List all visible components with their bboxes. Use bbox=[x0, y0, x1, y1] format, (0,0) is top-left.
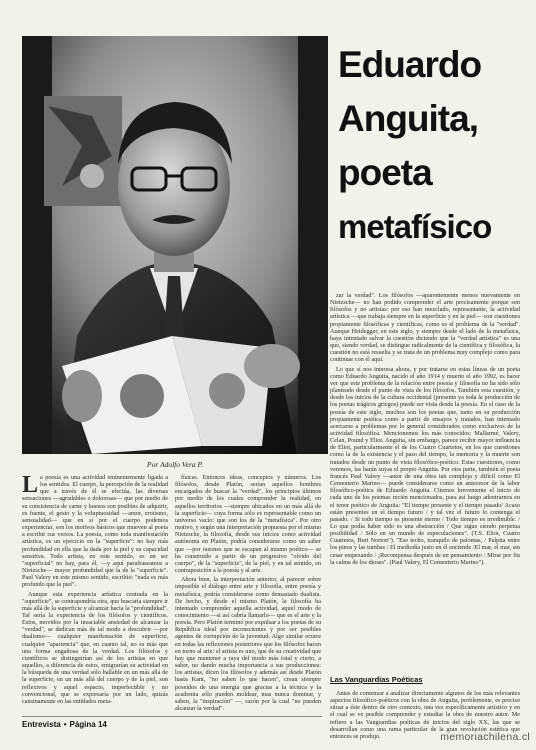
headline bbox=[338, 38, 528, 254]
paragraph: físicas. Entonces ideas, conceptos y números. Los filósofos, desde Platón, serían aquellos hombres encargados de buscar la "verdad", los principios últimos por medio de los cuales comprender la realidad, en aquellos territorios —siempre ubicados en un más allá de la superficie— cuya forma sólo es representable como un universo vacío: que son los de la "metafísica". Por otro motivo, y según una interpretación propuesta por el mismo Nietzsche, la filosofía, desde sus inicios como actividad autónoma en Platón, podría considerarse como un saber que —por razones que se escapan al mismo poético— se ha construido a partir de un progresivo "olvido del cuerpo", de la "superficie", de la piel, y en tal sentido, en contraposición a la poesía y al arte. bbox=[175, 474, 321, 575]
footer-rule bbox=[22, 716, 322, 717]
bullet-separator: • bbox=[63, 720, 67, 729]
article-column-3 bbox=[330, 292, 520, 666]
section-subheading: Las Vanguardias Poéticas bbox=[330, 675, 423, 684]
magazine-name: Entrevista bbox=[22, 720, 61, 729]
headline-line-3: poeta bbox=[338, 152, 432, 193]
headline-line-1: Eduardo bbox=[338, 44, 482, 85]
paragraph: Ahora bien, la interpretación anterior, al parecer sobre imposible el diálogo entre arte y filosofía, entre poesía y metafísica, podría considerarse como demasiado dualista. De hecho, y desde el mismo Platón, la filosofía ha intentado comprender aquella actividad, aquel modo de conocimiento —si así cabría llamarlo— que es el arte y la poesía. Pero Platón terminó por expulsar a los poetas de su República ideal por inconscientes y por ser posibles agentes de corrupción de la juventud. Algo similar ocurre en todas las reflexiones posteriores que los filósofos hacen en torno al arte: el artista es uno, que de su creatividad que hay que mantener a raya del modo más total y cierto, a saber, no dando mucha importancia a sus producciones: los artistas, dicen los filósofos y además así desde Platón hasta Kant, "no saben lo que hacen", crean siempre poseídos de una energía que gracias a la técnica y la academia sólo pueden moldear, mas nunca dominar, y saben, la "inspiración" —, razón por la cual "no pueden alcanzar la verdad". bbox=[175, 576, 321, 712]
drop-cap: L bbox=[22, 474, 39, 498]
paragraph: Aunque esta experiencia artística centrada en la "superficie", se contrapondría otra, que buscaría siempre ir más allá de la superficie y alcanzar hacia la "profundidad". Tal sería la experiencia de los filósofos y científicos. Estos, movidos por la insaciable ansiedad de alcanzar la "verdad", se dedican más de tal modo a descubrir —por dualismo— cualquier manifestación de superficie, cualquier "apariencia" que, en cuanto tal, no es más que una forma engañosa de la verdad. Los filósofos y científicos se distinguirían así de los artistas en que aquellos, a diferencia de estos, emigrarían su actividad en la búsqueda de una verdad sólo hallable en un más allá de la superficie, en un más allá del cuerpo y de la piel, son reflexivos y aquel espacio, imperfectible y no convencional, que se expresaría por un lado, quizás cansinamente en las entidades meta- bbox=[22, 590, 168, 705]
byline: Por Adolfo Vera P. bbox=[147, 460, 203, 469]
headline-line-4: metafísico bbox=[338, 208, 492, 245]
article-column-1 bbox=[22, 474, 168, 716]
page-number: Página 14 bbox=[69, 720, 107, 729]
page-footer bbox=[22, 720, 107, 729]
headline-line-2: Anguita, bbox=[338, 98, 478, 139]
watermark: memoriachilena.cl bbox=[440, 731, 530, 743]
article-column-2 bbox=[175, 474, 321, 716]
paragraph: zar la verdad". Los filósofos —aparentemente menos nuevamente en Nietzsche— no han podido comprender el arte precisamente porque son filósofos y no artistas: por eso han mezclado, representante, la actividad artística —que trabaja siempre en la superficie y en la piel— con cuestiones propiamente filosóficas y científicas, como es el problema de la "verdad". Aunque Heidegger, en este siglo, y siempre desde el lado de la metafísica, haya intentado salvar la cuestión diciendo que la "verdad artística" es una que, siendo verdad, se distingue radicalmente de la científica y filosófica, la cuestión no está resuelta y se trata de un problema muy complejo como para continuar con él aquí. bbox=[330, 292, 520, 364]
paragraph: Lo que sí nos interesa ahora, y por tratarse en estas líneas de un poeta como Eduardo Anguita, nacido el año 1914 y muerto el año 1992, es hacer ver que este problema de la relación entre poesía y filosofía no ha sido sólo planteado desde el punto de vista de los filósofos. También esta cuestión, y desde los inicios de la cultura occidental (presente ya toda la producción de los poetas trágicos griegos) puede ser vista desde la poesía. En el caso de la poesía de este siglo, muchos son los poetas que, tanto en su producción propiamente poética como a partir de ensayos y tratados, han intentado acercarse a problemas por lo general considerados como exclusivos de la actividad filosófica. Mencionemos los más conocidos: Mallarmé, Valery, Celan, Pound y Eliot. Anguita, sin embargo, parece recibir mayor influencia de Eliot, particularmente el de los Cuatro Cuartetos, en los que cuestiones como la de la existencia y el paso del tiempo, la memoria y la muerte son tratados desde un punto de vista filosófico-poético. Estas cuestiones, como veremos, las harán suyas el propio Anguita. Por otra parte, también el poeta francés Paul Valery —autor de una obra tan compleja y difícil como El Cementerio Marino— puede considerarse como un antecesor de la labor filosófico-poética de Eduardo Anguita. Citemos brevemente el inicio de cada uno de los poemas recién mencionados, para así luego adentrarnos en el tenor poético de Anguita: "El tiempo presente y el tiempo pasado/ Acaso están presentes en el tiempo futuro / y tal vez el futuro lo contenga el pasado. / Si todo tiempo es presente eterno / Todo tiempo es irredimible. / Lo que podía haber sido es una abstracción / Que sigue siendo perpetua posibilidad / Sólo en un mundo de especulaciones". (T.S. Eliot, Cuatro Cuartetos, Burt Norton"). "Ese techo, tranquilo de palomas, / Palpita entre los pinos y las tumbas / El mediodía justo en él enciende /El mar, el mar, sin cesar empezando / ¡Recompensa después de un pensamiento / Mirar por fin la calma de los dioses". (Paul Valery, El Cementerio Marino"). bbox=[330, 365, 520, 566]
paragraph: Antes de comenzar a analizar directamente algunos de los más relevantes aspectos filosófico-poéticos con la obra de Anguita, problemente, es preciso situar a éste dentro de otro contexto, una vez específicamente artístico y en el cual se ve posible comprender y estudiar la obra de nuestro autor. Me refiero a las Vanguardias poéticas de inicios del siglo XX, las que se desarrollan como una rama particular de la gran revolución estética que entonces se produjo. bbox=[330, 690, 520, 740]
author-portrait-photo bbox=[22, 36, 328, 454]
paragraph: La poesía es una actividad eminentemente ligada a los sentidos. El cuerpo, la percepción de la realidad que a través de él se efectúa, las diversas sensaciones —agradables o dolorosas— que por medio de su consistencia de carne y huesos son posibles de adquirir, es fuente, el gesto y la voluptuosidad —amor, erotismo, sensualidad— que en sí por el cuerpo podemos experienciar, son los motivos básicos que mueven al poeta a escribir sus versos. La poesía, como toda manifestación artística, es un ejercicio en la "superficie": no hay más profundidad en ella que la dada por la piel y su capacidad sensitiva. Todo artista, en este sentido, es un ser "superficial" no hay, para él, —y aquí parafraseamos a Nietzsche— mayor profundidad que la de la "superficie". Paul Valery en este mismo sentido, escribió: "nada es más profundo que la piel". bbox=[22, 474, 168, 589]
